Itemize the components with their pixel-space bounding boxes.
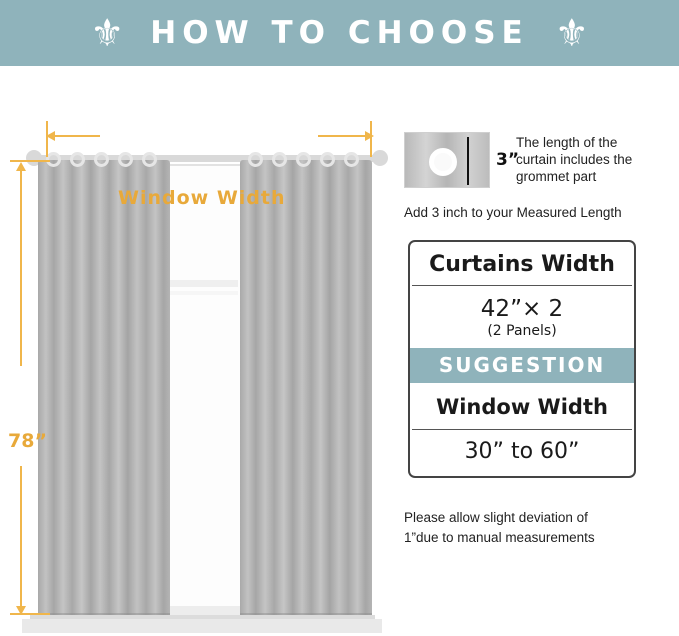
curtain-height-label: 78” xyxy=(8,430,47,452)
height-tick-top xyxy=(10,160,50,162)
header-banner xyxy=(0,0,679,66)
grommet-icon xyxy=(429,148,457,176)
window-mullion-secondary xyxy=(168,291,238,295)
grommet-icon xyxy=(118,152,133,167)
curtain-panel-left xyxy=(38,160,170,625)
width-arrow-head-right xyxy=(365,131,374,141)
add-inch-note: Add 3 inch to your Measured Length xyxy=(404,205,622,220)
window-mullion xyxy=(168,280,238,287)
grommet-icon xyxy=(320,152,335,167)
disclaimer-line-2: 1”due to manual measurements xyxy=(404,530,595,545)
height-arrow-line-lower xyxy=(20,466,22,611)
disclaimer-line-1: Please allow slight deviation of xyxy=(404,510,588,525)
grommet-icon xyxy=(70,152,85,167)
card-curtains-width-value: 42”× 2 xyxy=(480,296,564,322)
grommet-icon xyxy=(272,152,287,167)
height-tick-bottom xyxy=(10,613,50,615)
card-window-width-range: 30” to 60” xyxy=(464,439,580,464)
fleur-de-lis-left-icon: ⚜ xyxy=(90,11,125,55)
floor-line xyxy=(22,619,382,633)
grommet-dimension-label: 3” xyxy=(496,150,520,170)
height-arrow-line xyxy=(20,166,22,366)
curtain-panel-right xyxy=(240,160,372,625)
grommet-row-left xyxy=(44,152,164,170)
grommet-swatch-image xyxy=(404,132,490,188)
grommet-icon xyxy=(296,152,311,167)
grommet-icon xyxy=(344,152,359,167)
size-suggestion-card xyxy=(408,240,636,478)
grommet-note xyxy=(404,132,656,188)
page-title: HOW TO CHOOSE xyxy=(150,15,529,51)
window-width-label: Window Width xyxy=(118,187,286,209)
grommet-icon xyxy=(142,152,157,167)
card-panels-count: (2 Panels) xyxy=(487,323,557,339)
grommet-dimension-line xyxy=(467,137,469,185)
width-arrow-head-left xyxy=(46,131,55,141)
curtain-rod-cap-right xyxy=(372,150,388,166)
card-window-width-title: Window Width xyxy=(436,395,608,419)
grommet-note-text: The length of the curtain includes the grommet part xyxy=(516,135,633,184)
height-arrow-head-top xyxy=(16,162,26,171)
fleur-de-lis-right-icon: ⚜ xyxy=(554,11,589,55)
width-arrow-line-left xyxy=(52,135,100,137)
card-suggestion-banner: SUGGESTION xyxy=(410,348,634,383)
disclaimer-text xyxy=(404,508,654,548)
grommet-icon xyxy=(94,152,109,167)
curtain-illustration xyxy=(0,66,400,636)
window-frame xyxy=(168,164,242,613)
grommet-icon xyxy=(248,152,263,167)
width-arrow-line-right xyxy=(318,135,366,137)
grommet-row-right xyxy=(246,152,366,170)
card-title-curtains-width: Curtains Width xyxy=(429,252,615,277)
